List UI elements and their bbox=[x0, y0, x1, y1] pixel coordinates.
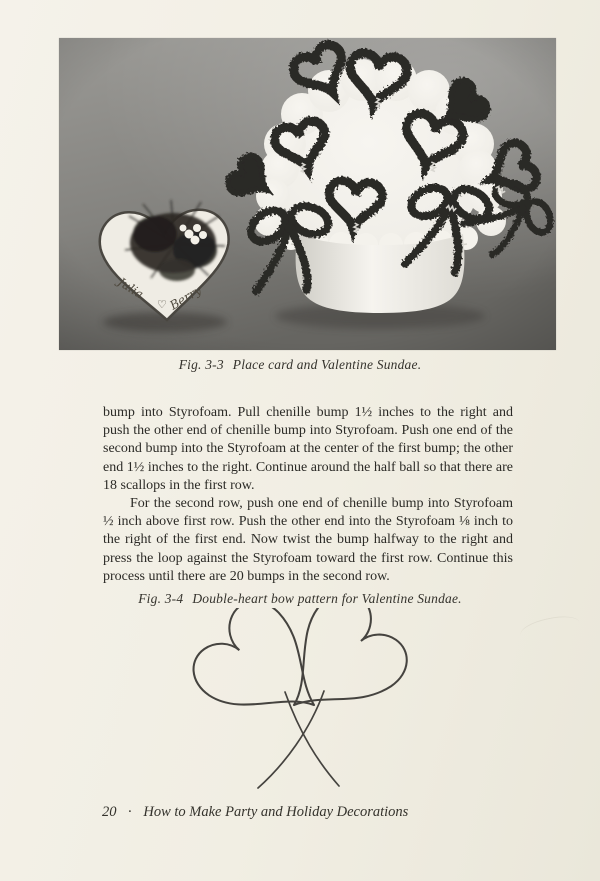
figure-photo bbox=[59, 38, 556, 350]
caption-fig-3-3-text: Place card and Valentine Sundae. bbox=[232, 357, 422, 372]
caption-fig-3-4-label: Fig. 3-4 bbox=[138, 591, 184, 606]
footer-separator: · bbox=[127, 804, 133, 820]
paper-crease bbox=[518, 612, 581, 645]
figure-diagram bbox=[142, 608, 472, 808]
caption-fig-3-4 bbox=[60, 591, 540, 607]
photo-canvas bbox=[59, 38, 556, 350]
page-number: 20 bbox=[102, 804, 117, 820]
caption-fig-3-3-label: Fig. 3-3 bbox=[178, 357, 224, 372]
paragraph-1: bump into Styrofoam. Pull chenille bump 1½ inches to the right and push the other end of chenille bump into Styrofoam. Push one end of the second bump into the Styrofoam at the center of the first bump; the other end 1½ inches to the right. Continue around the half ball so that there are 18 scallops in the first row. bbox=[103, 405, 513, 493]
double-heart-bow-diagram bbox=[142, 608, 472, 808]
caption-fig-3-4-text: Double-heart bow pattern for Valentine Sundae. bbox=[192, 591, 462, 606]
bow-right-tail bbox=[285, 692, 339, 786]
book-title: How to Make Party and Holiday Decorations bbox=[143, 804, 409, 820]
bow-left-heart-loop bbox=[183, 608, 345, 751]
caption-fig-3-3 bbox=[60, 357, 540, 373]
bow-right-heart-loop bbox=[255, 608, 417, 742]
photo-vignette bbox=[59, 38, 556, 350]
body-text bbox=[103, 404, 513, 586]
paragraph-2: For the second row, push one end of chenille bump into Styrofoam ½ inch above first row. Push the other end into the Styrofoam ⅛ inch to the right of the first end. Now twist the bump halfway to the right and press the loop against the Styrofoam toward the first row. Continue this process until there are 20 bumps in the second row. bbox=[103, 496, 513, 584]
page-footer bbox=[102, 804, 542, 821]
